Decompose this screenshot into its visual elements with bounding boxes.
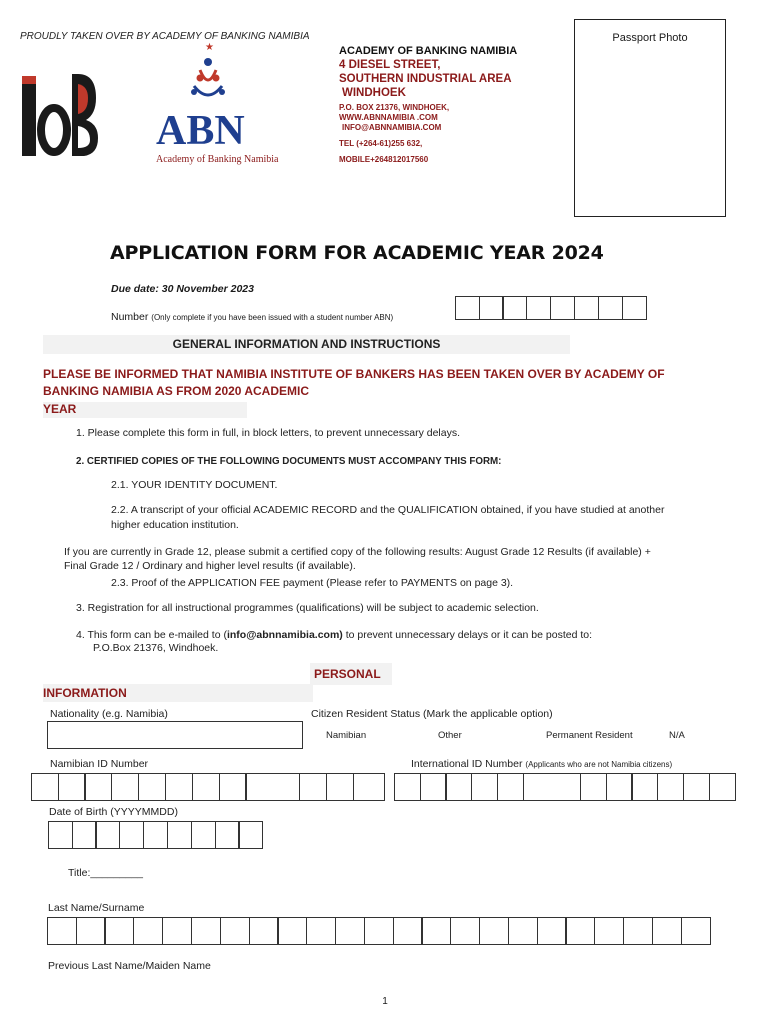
citizen-status-label: Citizen Resident Status (Mark the applicable option) [311,708,553,720]
address-tel: TEL (+264-61)255 632, [339,138,423,148]
general-heading: GENERAL INFORMATION AND INSTRUCTIONS [172,337,441,351]
passport-photo-label: Passport Photo [612,32,688,44]
grade12-line-1: If you are currently in Grade 12, please submit a certified copy of the following results: August Grade 12 Results (if available) + [64,546,651,558]
letter-box[interactable] [364,917,394,945]
title-field[interactable]: Title:_________ [68,867,143,879]
passport-photo-box[interactable] [574,19,726,217]
nationality-label: Nationality (e.g. Namibia) [50,708,168,720]
address-area: SOUTHERN INDUSTRIAL AREA [339,73,512,86]
letter-box[interactable] [479,917,509,945]
form-title: APPLICATION FORM FOR ACADEMIC YEAR 2024 [110,242,604,264]
namibian-id-label: Namibian ID Number [50,758,149,770]
notice-line-2: BANKING NAMIBIA AS FROM 2020 ACADEMIC [43,384,310,399]
number-label: Number [111,311,149,323]
address-mobile: MOBILE+264812017560 [339,155,429,165]
dob-label: Date of Birth (YYYYMMDD) [49,806,178,818]
nationality-field[interactable] [47,721,303,749]
digit-box[interactable] [709,773,736,801]
digit-box[interactable] [598,296,623,320]
instruction-4-address: P.O.Box 21376, Windhoek. [93,642,219,654]
letter-box[interactable] [220,917,250,945]
digit-box[interactable] [191,821,216,849]
letter-box[interactable] [277,917,307,945]
digit-box[interactable] [219,773,247,801]
due-date: Due date: 30 November 2023 [111,283,254,295]
digit-box[interactable] [95,821,120,849]
digit-box[interactable] [165,773,193,801]
digit-box[interactable] [502,296,527,320]
letter-box[interactable] [537,917,567,945]
letter-box[interactable] [249,917,279,945]
letter-box[interactable] [191,917,221,945]
digit-box[interactable] [299,773,327,801]
last-name-boxes[interactable] [48,917,711,945]
abn-logo-subtitle: Academy of Banking Namibia [156,154,279,165]
instruction-4-post: to prevent unnecessary delays or it can be posted to: [342,629,593,641]
tagline: PROUDLY TAKEN OVER BY ACADEMY OF BANKING NAMIBIA [20,31,310,42]
digit-box[interactable] [683,773,710,801]
digit-box[interactable] [622,296,647,320]
digit-box[interactable] [479,296,504,320]
takeover-notice [43,366,723,418]
student-number-label [111,311,393,323]
digit-box[interactable] [119,821,144,849]
student-number-boxes[interactable] [456,296,647,320]
intl-id-note: (Applicants who are not Namibia citizens) [525,760,673,769]
instruction-3: 3. Registration for all instructional programmes (qualifications) will be subject to academic selection. [76,602,539,614]
address-pobox: P.O. BOX 21376, WINDHOEK, [339,103,450,113]
letter-box[interactable] [393,917,423,945]
digit-box[interactable] [167,821,192,849]
digit-box[interactable] [58,773,86,801]
digit-box[interactable] [497,773,524,801]
letter-box[interactable] [421,917,451,945]
last-name-label: Last Name/Surname [48,902,145,914]
digit-box[interactable] [526,296,551,320]
letter-box[interactable] [652,917,682,945]
international-id-boxes[interactable] [395,773,736,801]
org-name: ACADEMY OF BANKING NAMIBIA [339,45,518,57]
letter-box[interactable] [681,917,711,945]
option-other[interactable]: Other [438,730,462,741]
instruction-4-pre: 4. This form can be e-mailed to ( [76,629,227,641]
digit-box[interactable] [326,773,354,801]
digit-box[interactable] [245,773,300,801]
letter-box[interactable] [47,917,77,945]
digit-box[interactable] [580,773,607,801]
address-street: 4 DIESEL STREET, [339,59,441,72]
iob-logo [18,68,102,160]
letter-box[interactable] [306,917,336,945]
digit-box[interactable] [72,821,97,849]
digit-box[interactable] [138,773,166,801]
personal-heading-2: INFORMATION [43,686,127,700]
letter-box[interactable] [335,917,365,945]
contact-email[interactable]: info@abnnamibia.com) [226,629,343,641]
digit-box[interactable] [420,773,447,801]
digit-box[interactable] [111,773,139,801]
page-number: 1 [382,996,388,1007]
digit-box[interactable] [606,773,633,801]
intl-id-label-text: International ID Number [411,758,523,770]
personal-heading-1: PERSONAL [314,667,381,681]
notice-line-3: YEAR [43,401,77,416]
letter-box[interactable] [76,917,106,945]
address-city: WINDHOEK [342,87,406,100]
letter-box[interactable] [104,917,134,945]
digit-box[interactable] [523,773,581,801]
svg-text:★: ★ [205,42,214,53]
digit-box[interactable] [574,296,599,320]
digit-box[interactable] [445,773,472,801]
digit-box[interactable] [31,773,59,801]
digit-box[interactable] [238,821,263,849]
letter-box[interactable] [133,917,163,945]
digit-box[interactable] [48,821,73,849]
digit-box[interactable] [143,821,168,849]
digit-box[interactable] [657,773,684,801]
digit-box[interactable] [353,773,385,801]
address-email: INFO@ABNNAMIBIA.COM [342,122,442,132]
letter-box[interactable] [623,917,653,945]
international-id-label [411,758,672,770]
digit-box[interactable] [394,773,421,801]
option-permanent-resident[interactable]: Permanent Resident [546,730,633,741]
instruction-2-2a: 2.2. A transcript of your official ACADEMIC RECORD and the QUALIFICATION obtained, if you have studied at another [111,504,665,516]
option-namibian[interactable]: Namibian [326,730,367,741]
letter-box[interactable] [594,917,624,945]
letter-box[interactable] [162,917,192,945]
instruction-2-3: 2.3. Proof of the APPLICATION FEE payment (Please refer to PAYMENTS on page 3). [111,577,514,589]
instruction-2-2b: higher education institution. [111,519,239,531]
digit-box[interactable] [631,773,658,801]
instruction-2: 2. CERTIFIED COPIES OF THE FOLLOWING DOCUMENTS MUST ACCOMPANY THIS FORM: [76,456,502,467]
digit-box[interactable] [192,773,220,801]
namibian-id-boxes[interactable] [32,773,385,801]
address-block [339,45,517,165]
grade12-line-2: Final Grade 12 / Ordinary and higher level results (if available). [64,560,356,572]
instruction-2-1: 2.1. YOUR IDENTITY DOCUMENT. [111,479,278,491]
digit-box[interactable] [455,296,480,320]
digit-box[interactable] [215,821,240,849]
abn-logo-text: ABN [156,108,245,154]
previous-last-name-label: Previous Last Name/Maiden Name [48,960,211,972]
number-note: (Only complete if you have been issued with a student number ABN) [151,313,394,322]
digit-box[interactable] [471,773,498,801]
instruction-1: 1. Please complete this form in full, in block letters, to prevent unnecessary delays. [76,427,461,439]
letter-box[interactable] [565,917,595,945]
address-web: WWW.ABNNAMIBIA .COM [339,113,438,123]
letter-box[interactable] [508,917,538,945]
option-na[interactable]: N/A [669,730,685,741]
digit-box[interactable] [550,296,575,320]
abn-logo [150,40,280,170]
digit-box[interactable] [84,773,112,801]
letter-box[interactable] [450,917,480,945]
notice-line-1: PLEASE BE INFORMED THAT NAMIBIA INSTITUTE OF BANKERS HAS BEEN TAKEN OVER BY ACADEMY OF [43,367,665,381]
dob-boxes[interactable] [49,821,263,849]
